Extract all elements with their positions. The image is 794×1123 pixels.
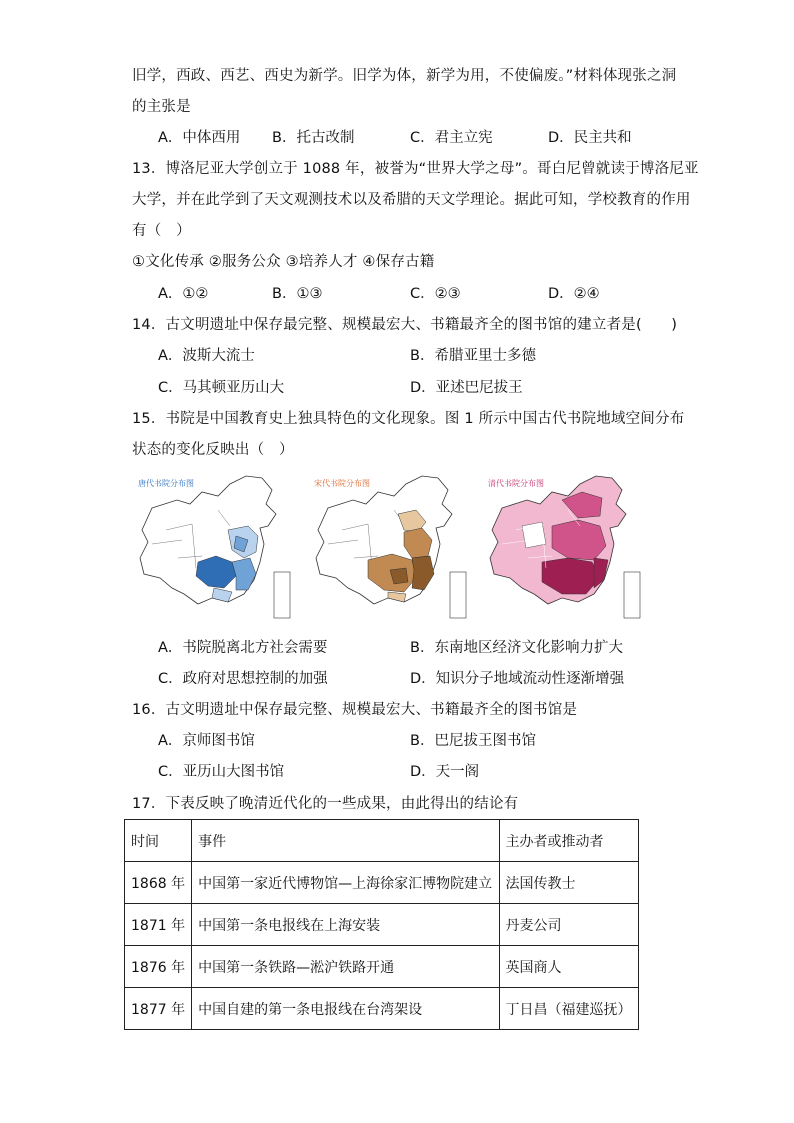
q14-stem: 14．古文明遗址中保存最完整、规模最宏大、书籍最齐全的图书馆的建立者是( ) bbox=[132, 317, 678, 333]
q14-option-a[interactable]: A．波斯大流士 bbox=[158, 348, 255, 364]
q16-option-a[interactable]: A．京师图书馆 bbox=[158, 733, 255, 749]
cell-sponsor: 法国传教士 bbox=[499, 862, 638, 904]
q15-option-c[interactable]: C．政府对思想控制的加强 bbox=[158, 671, 328, 687]
cell-time: 1876 年 bbox=[125, 946, 192, 988]
q14-option-c[interactable]: C．马其顿亚历山大 bbox=[158, 380, 285, 396]
q13-option-c[interactable]: C．②③ bbox=[410, 286, 461, 302]
map-qing-title: 清代书院分布图 bbox=[488, 479, 544, 488]
cell-time: 1877 年 bbox=[125, 988, 192, 1030]
map-tang bbox=[132, 470, 292, 623]
q12-option-c[interactable]: C．君主立宪 bbox=[410, 130, 493, 146]
q15-stem-line1: 15．书院是中国教育史上独具特色的文化现象。图 1 所示中国古代书院地域空间分布 bbox=[132, 411, 685, 427]
q13-items: ①文化传承 ②服务公众 ③培养人才 ④保存古籍 bbox=[132, 254, 435, 270]
cell-event: 中国第一条电报线在上海安装 bbox=[192, 904, 499, 946]
map-song bbox=[308, 470, 468, 623]
academy-distribution-maps bbox=[132, 470, 644, 625]
map-tang-title: 唐代书院分布图 bbox=[138, 479, 194, 488]
map-song-title: 宋代书院分布图 bbox=[314, 479, 370, 488]
table-row bbox=[125, 904, 639, 946]
q14-option-b[interactable]: B．希腊亚里士多德 bbox=[410, 348, 536, 364]
table-row bbox=[125, 862, 639, 904]
q12-option-b[interactable]: B．托古改制 bbox=[272, 130, 355, 146]
q16-option-c[interactable]: C．亚历山大图书馆 bbox=[158, 764, 285, 780]
cell-event: 中国第一家近代博物馆—上海徐家汇博物院建立 bbox=[192, 862, 499, 904]
q16-stem: 16．古文明遗址中保存最完整、规模最宏大、书籍最齐全的图书馆是 bbox=[132, 702, 578, 718]
header-sponsor: 主办者或推动者 bbox=[499, 820, 638, 862]
q13-stem-line2: 大学，并在此学到了天文观测技术以及希腊的天文学理论。据此可知，学校教育的作用 bbox=[132, 192, 691, 208]
q13-option-d[interactable]: D．②④ bbox=[548, 286, 600, 302]
china-map-song bbox=[308, 470, 468, 623]
song-region-dark bbox=[412, 556, 434, 590]
china-map-qing bbox=[482, 470, 642, 623]
cell-sponsor: 英国商人 bbox=[499, 946, 638, 988]
table-row bbox=[125, 946, 639, 988]
map-qing bbox=[482, 470, 642, 623]
q12-text-line2: 的主张是 bbox=[132, 99, 191, 115]
q14-option-d[interactable]: D．亚述巴尼拔王 bbox=[410, 380, 523, 396]
cell-event: 中国第一条铁路—淞沪铁路开通 bbox=[192, 946, 499, 988]
cell-time: 1868 年 bbox=[125, 862, 192, 904]
song-region-light-2 bbox=[388, 592, 406, 602]
q15-option-b[interactable]: B．东南地区经济文化影响力扩大 bbox=[410, 640, 623, 656]
q17-stem: 17．下表反映了晚清近代化的一些成果，由此得出的结论有 bbox=[132, 796, 519, 812]
header-time: 时间 bbox=[125, 820, 192, 862]
q15-stem-line2: 状态的变化反映出（ ） bbox=[132, 442, 294, 458]
q12-option-a[interactable]: A．中体西用 bbox=[158, 130, 241, 146]
china-map-tang bbox=[132, 470, 292, 623]
cell-event: 中国自建的第一条电报线在台湾架设 bbox=[192, 988, 499, 1030]
q15-option-a[interactable]: A．书院脱离北方社会需要 bbox=[158, 640, 328, 656]
q13-stem-line1: 13．博洛尼亚大学创立于 1088 年，被誉为“世界大学之母”。哥白尼曾就读于博洛尼亚 bbox=[132, 161, 699, 177]
table-row bbox=[125, 988, 639, 1030]
header-event: 事件 bbox=[192, 820, 499, 862]
q16-option-b[interactable]: B．巴尼拔王图书馆 bbox=[410, 733, 536, 749]
modernization-table bbox=[124, 819, 639, 1030]
q15-option-d[interactable]: D．知识分子地域流动性逐渐增强 bbox=[410, 671, 625, 687]
cell-time: 1871 年 bbox=[125, 904, 192, 946]
cell-sponsor: 丁日昌（福建巡抚） bbox=[499, 988, 638, 1030]
q13-option-b[interactable]: B．①③ bbox=[272, 286, 323, 302]
q13-option-a[interactable]: A．①② bbox=[158, 286, 209, 302]
q12-option-d[interactable]: D．民主共和 bbox=[548, 130, 632, 146]
q13-stem-line3: 有（ ） bbox=[132, 223, 191, 239]
table-header-row bbox=[125, 820, 639, 862]
cell-sponsor: 丹麦公司 bbox=[499, 904, 638, 946]
q16-option-d[interactable]: D．天一阁 bbox=[410, 764, 480, 780]
q12-text-line1: 旧学，西政、西艺、西史为新学。旧学为体，新学为用，不使偏废。”材料体现张之洞 bbox=[132, 68, 677, 84]
